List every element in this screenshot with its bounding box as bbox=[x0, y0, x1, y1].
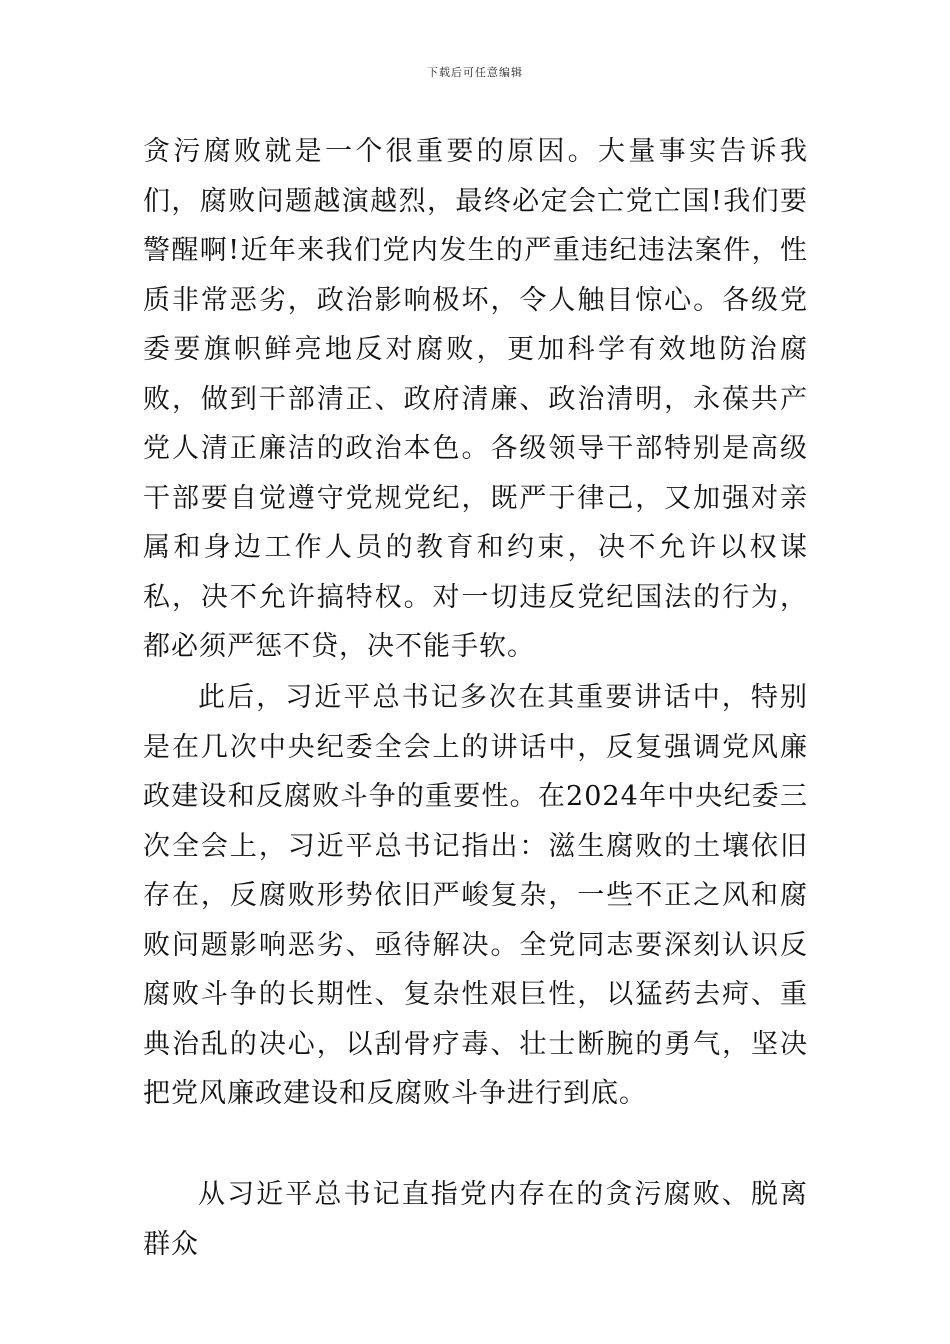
paragraph-1: 贪污腐败就是一个很重要的原因。大量事实告诉我们，腐败问题越演越烈，最终必定会亡党亡国!我们要警醒啊!近年来我们党内发生的严重违纪违法案件，性质非常恶劣，政治影响极坏，令人触目惊心。各级党委要旗帜鲜亮地反对腐败，更加科学有效地防治腐败，做到干部清正、政府清廉、政治清明，永葆共产党人清正廉洁的政治本色。各级领导干部特别是高级干部要自觉遵守党规党纪，既严于律己，又加强对亲属和身边工作人员的教育和约束，决不允许以权谋私，决不允许搞特权。对一切违反党纪国法的行为，都必须严惩不贷，决不能手软。 bbox=[143, 136, 808, 662]
paragraph-3: 从习近平总书记直指党内存在的贪污腐败、脱离群众 bbox=[143, 1179, 808, 1260]
page-header-note: 下载后可任意编辑 bbox=[427, 66, 523, 79]
paragraph-2: 此后，习近平总书记多次在其重要讲话中，特别是在几次中央纪委全会上的讲话中，反复强调党风廉政建设和反腐败斗争的重要性。在2024年中央纪委三次全会上，习近平总书记指出：滋生腐败的土壤依旧存在，反腐败形势依旧严峻复杂，一些不正之风和腐败问题影响恶劣、亟待解决。全党同志要深刻认识反腐败斗争的长期性、复杂性艰巨性，以猛药去疴、重典治乱的决心，以刮骨疗毒、壮士断腕的勇气，坚决把党风廉政建设和反腐败斗争进行到底。 bbox=[143, 682, 808, 1109]
